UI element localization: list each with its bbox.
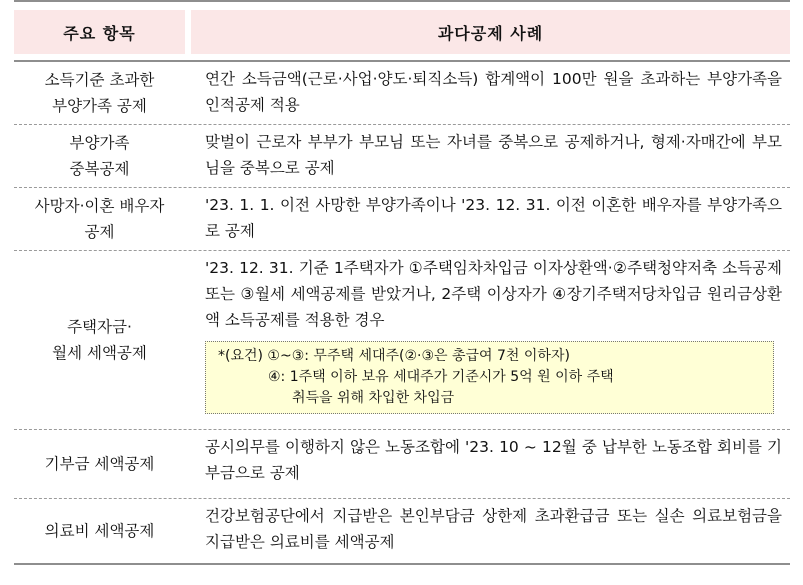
table-header: [14, 10, 790, 54]
category-line: 사망자·이혼 배우자: [34, 197, 165, 215]
row-category: [14, 188, 185, 250]
table-row: [14, 188, 790, 251]
category-line: 부양가족: [69, 134, 130, 152]
note-line: *(요건) ①~③: 무주택 세대주(②·③은 총급여 7천 이하자): [218, 348, 570, 364]
category-line: 주택자금·: [67, 318, 132, 336]
category-line: 소득기준 초과한: [44, 71, 155, 89]
category-line: 기부금 세액공제: [44, 455, 155, 473]
description-text: '23. 12. 31. 기준 1주택자가 ①주택임차차입금 이자상환액·②주택청약저축 소득공제 또는 ③월세 세액공제를 받았거나, 2주택 이상자가 ④장기주택저당차입금 원리금상환액 소득공제를 적용한 경우: [205, 259, 782, 329]
note-line: 취득을 위해 차입한 차입금: [292, 390, 455, 406]
table-row: [14, 251, 790, 430]
table-row: [14, 62, 790, 125]
header-case: 과다공제 사례: [191, 10, 790, 54]
row-description: 건강보험공단에서 지급받은 본인부담금 상한제 초과환급금 또는 실손 의료보험금을 지급받은 의료비를 세액공제: [205, 507, 782, 551]
row-category: [14, 499, 185, 563]
header-category: 주요 항목: [14, 10, 185, 54]
row-description: 연간 소득금액(근로·사업·양도·퇴직소득) 합계액이 100만 원을 초과하는 부양가족을 인적공제 적용: [205, 70, 782, 114]
category-line: 월세 세액공제: [52, 344, 147, 362]
category-line: 의료비 세액공제: [44, 522, 155, 540]
requirement-note: [205, 341, 774, 414]
row-category: [14, 430, 185, 498]
table-row: [14, 499, 790, 565]
table-row: [14, 125, 790, 188]
row-description: 공시의무를 이행하지 않은 노동조합에 '23. 10 ~ 12월 중 납부한 노동조합 회비를 기부금으로 공제: [205, 438, 782, 482]
row-description: '23. 1. 1. 이전 사망한 부양가족이나 '23. 12. 31. 이전 이혼한 배우자를 부양가족으로 공제: [205, 196, 782, 240]
row-category: [14, 62, 185, 124]
deduction-table: [14, 0, 790, 565]
row-category: [14, 125, 185, 187]
table-top-border: [14, 0, 790, 2]
note-line: ④: 1주택 이하 보유 세대주가 기준시가 5억 원 이하 주택: [268, 369, 614, 385]
row-category: [14, 251, 185, 429]
category-line: 중복공제: [69, 160, 130, 178]
table-row: [14, 430, 790, 499]
category-line: 부양가족 공제: [52, 97, 147, 115]
category-line: 공제: [84, 223, 115, 241]
row-description: [191, 251, 790, 429]
row-description: 맞벌이 근로자 부부가 부모님 또는 자녀를 중복으로 공제하거나, 형제·자매간에 부모님을 중복으로 공제: [205, 133, 782, 177]
